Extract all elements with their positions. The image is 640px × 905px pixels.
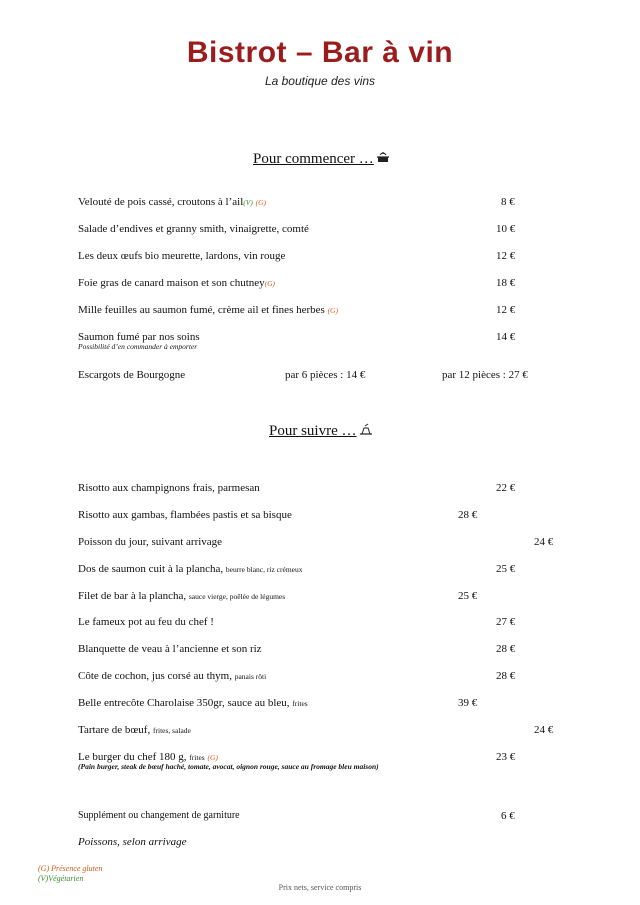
starter-price: 18 € xyxy=(496,277,516,289)
main-item: Le burger du chef 180 g, frites (G) (Pain burger, steak de bœuf haché, tomate, avocat, oignon rouge, sauce au fromage bleu maison) xyxy=(78,751,379,771)
starter-item: Mille feuilles au saumon fumé, crème ail et fines herbes (G) xyxy=(78,304,338,316)
main-price: 24 € xyxy=(534,536,554,548)
starters-heading: Pour commencer … xyxy=(253,151,390,168)
main-price: 28 € xyxy=(458,509,478,521)
main-price: 27 € xyxy=(496,616,516,628)
footer-note: Prix nets, service compris xyxy=(278,883,362,892)
main-item: Dos de saumon cuit à la plancha, beurre blanc, riz crémeux xyxy=(78,563,303,575)
legend-vegetarian: (V)Végétarien xyxy=(38,874,84,883)
main-price: 24 € xyxy=(534,724,554,736)
main-price: 25 € xyxy=(458,590,478,602)
starter-price: 12 € xyxy=(496,250,516,262)
starter-item: Les deux œufs bio meurette, lardons, vin rouge xyxy=(78,250,286,262)
main-price: 23 € xyxy=(496,751,516,763)
supplement-price: 6 € xyxy=(501,810,515,822)
legend-gluten: (G) Présence gluten xyxy=(38,864,103,873)
mains-heading: Pour suivre … xyxy=(269,423,373,440)
main-item: Poisson du jour, suivant arrivage xyxy=(78,536,223,548)
starter-item: Saumon fumé par nos soins Possibilité d’en commander à emporter xyxy=(78,331,200,351)
starter-item: Foie gras de canard maison et son chutney(G) xyxy=(78,277,276,289)
escargots-price-12: par 12 pièces : 27 € xyxy=(442,369,528,381)
escargots-price-6: par 6 pièces : 14 € xyxy=(285,369,366,381)
menu-title: Bistrot – Bar à vin xyxy=(186,36,454,69)
main-price: 22 € xyxy=(496,482,516,494)
starter-item: Salade d’endives et granny smith, vinaigrette, comté xyxy=(78,223,309,235)
starter-price: 10 € xyxy=(496,223,516,235)
main-price: 25 € xyxy=(496,563,516,575)
main-item: Blanquette de veau à l’ancienne et son riz xyxy=(78,643,262,655)
main-item: Belle entrecôte Charolaise 350gr, sauce au bleu, frites xyxy=(78,697,308,709)
fish-note: Poissons, selon arrivage xyxy=(78,836,187,848)
escargots-item: Escargots de Bourgogne xyxy=(78,369,186,381)
main-item: Côte de cochon, jus corsé au thym, panais rôti xyxy=(78,670,267,682)
main-item: Risotto aux champignons frais, parmesan xyxy=(78,482,260,494)
main-item: Risotto aux gambas, flambées pastis et sa bisque xyxy=(78,509,292,521)
main-price: 28 € xyxy=(496,643,516,655)
starter-item: Velouté de pois cassé, croutons à l’ail(V) (G) xyxy=(78,196,267,208)
starter-price: 14 € xyxy=(496,331,516,343)
main-price: 28 € xyxy=(496,670,516,682)
menu-subtitle: La boutique des vins xyxy=(264,74,376,88)
starter-price: 8 € xyxy=(501,196,515,208)
main-item: Tartare de bœuf, frites, salade xyxy=(78,724,191,736)
starter-price: 12 € xyxy=(496,304,516,316)
cooking-pot-icon xyxy=(359,423,373,436)
cooking-pot-icon xyxy=(376,151,390,164)
main-price: 39 € xyxy=(458,697,478,709)
main-item: Le fameux pot au feu du chef ! xyxy=(78,616,214,628)
main-item: Filet de bar à la plancha, sauce vierge, poêlée de légumes xyxy=(78,590,286,602)
supplement-item: Supplément ou changement de garniture xyxy=(78,810,240,821)
